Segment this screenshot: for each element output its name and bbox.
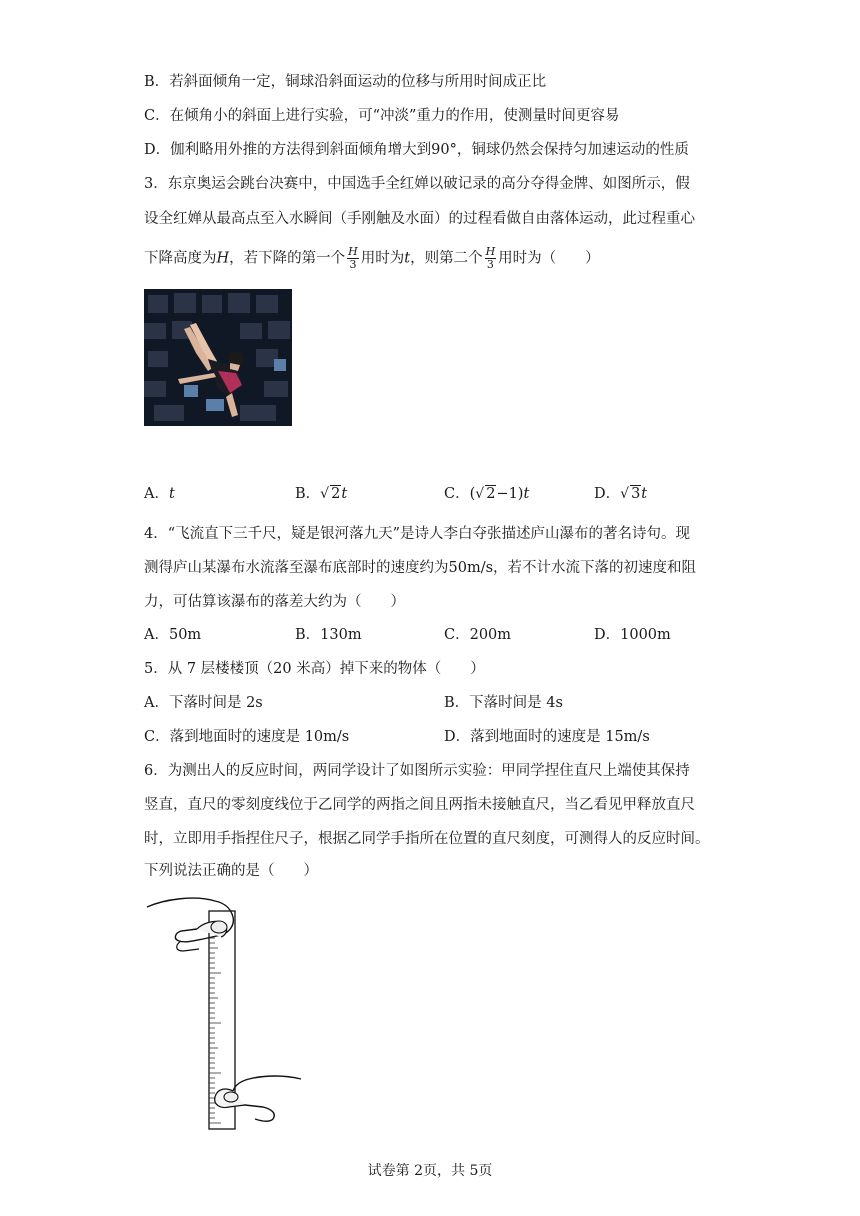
- fraction-h-over-3: $\frac{H}{3}$: [348, 245, 358, 271]
- q4-stem-line2: 测得庐山某瀑布水流落至瀑布底部时的速度约为50m/s，若不计水流下落的初速度和阻: [144, 560, 697, 576]
- q3-option-d: D．√ 3t: [594, 486, 648, 502]
- q3-option-a: A．t: [144, 486, 175, 502]
- q4-option-d: D．1000m: [594, 627, 671, 643]
- q3-option-c: C．(√ 2−1)t: [444, 486, 530, 502]
- diver-image: [144, 289, 292, 426]
- q6-stem-line2: 竖直，直尺的零刻度线位于乙同学的两指之间且两指未接触直尺，当乙看见甲释放直尺: [144, 797, 695, 813]
- q4-stem-line3: 力，可估算该瀑布的落差大约为（ ）: [144, 594, 405, 610]
- q2-option-d: D．伽利略用外推的方法得到斜面倾角增大到90°，铜球仍然会保持匀加速运动的性质: [144, 142, 689, 158]
- q5-stem: 5．从 7 层楼楼顶（20 米高）掉下来的物体（ ）: [144, 661, 485, 677]
- ruler-hands-illustration: [145, 893, 305, 1133]
- diver-photo: [144, 289, 292, 426]
- q5-option-a: A．下落时间是 2s: [144, 695, 263, 711]
- q4-option-a: A．50m: [144, 627, 202, 643]
- q6-stem-line4: 下列说法正确的是（ ）: [144, 863, 318, 879]
- ruler-reaction-figure: [145, 893, 305, 1133]
- fraction-h-over-3-second: $\frac{H}{3}$: [485, 245, 496, 271]
- q4-option-c: C．200m: [444, 627, 512, 643]
- q6-stem-line1: 6．为测出人的反应时间，两同学设计了如图所示实验：甲同学捏住直尺上端使其保持: [144, 763, 690, 779]
- q3-stem-line1: 3．东京奥运会跳台决赛中，中国选手全红婵以破记录的高分夺得金牌、如图所示，假: [144, 176, 690, 192]
- q3-stem-line2: 设全红婵从最高点至入水瞬间（手刚触及水面）的过程看做自由落体运动，此过程重心: [144, 211, 695, 227]
- q5-option-d: D．落到地面时的速度是 15m/s: [444, 729, 650, 745]
- q3-stem-line3: 下降高度为H，若下降的第一个 $\frac{H}{3}$ 用时为t，则第二个 $\frac{H}{3}$ 用时为（ ）: [144, 245, 600, 271]
- q2-option-c: C．在倾角小的斜面上进行实验，可“冲淡”重力的作用，使测量时间更容易: [144, 108, 620, 124]
- page-footer: 试卷第 2页，共 5页: [367, 1163, 493, 1179]
- q5-option-b: B．下落时间是 4s: [444, 695, 563, 711]
- q3-option-b: B．√ 2t: [295, 486, 348, 502]
- q5-option-c: C．落到地面时的速度是 10m/s: [144, 729, 350, 745]
- bottom-hand: [233, 1076, 301, 1121]
- q2-option-b: B．若斜面倾角一定，铜球沿斜面运动的位移与所用时间成正比: [144, 74, 547, 90]
- q4-option-b: B．130m: [295, 627, 362, 643]
- q6-stem-line3: 时，立即用手指捏住尺子，根据乙同学手指所在位置的直尺刻度，可测得人的反应时间。: [144, 831, 710, 847]
- q4-stem-line1: 4．“飞流直下三千尺，疑是银河落九天”是诗人李白夺张描述庐山瀑布的著名诗句。现: [144, 526, 691, 542]
